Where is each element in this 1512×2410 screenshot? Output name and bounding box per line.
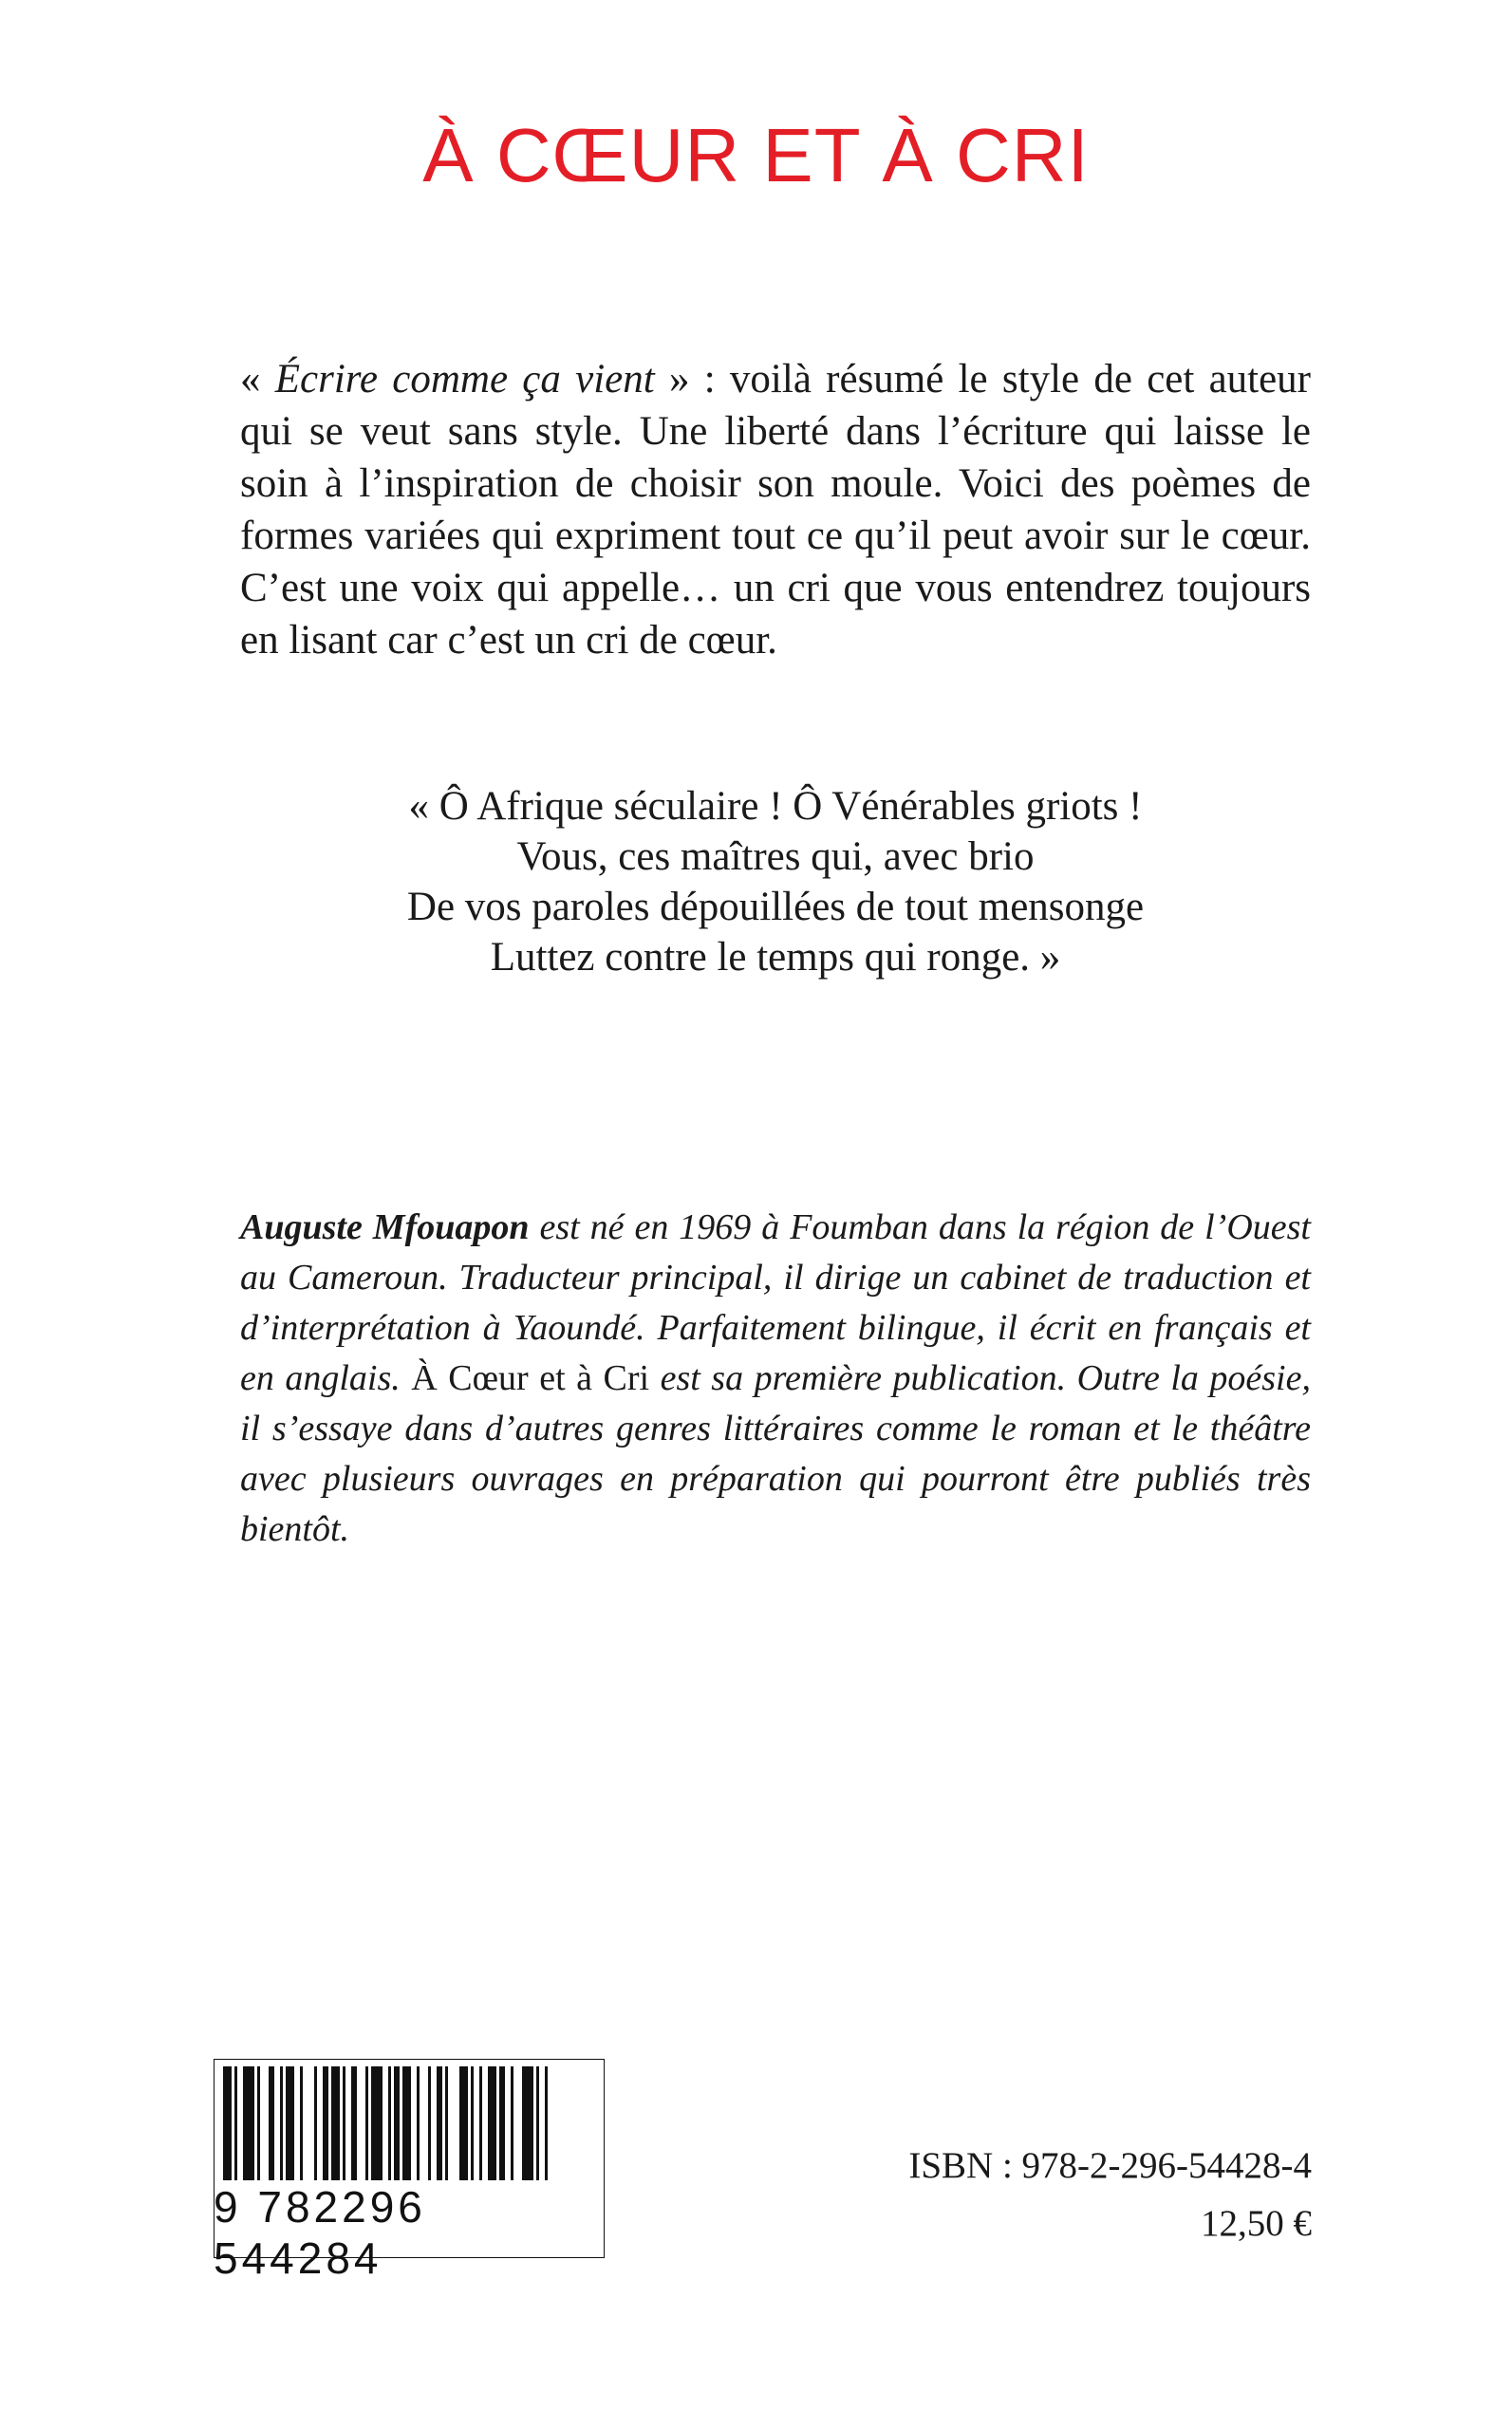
poem-line: Vous, ces maîtres qui, avec brio (516, 834, 1035, 879)
blurb-open-quote: « (240, 357, 275, 402)
blurb-lead-quote: Écrire comme ça vient (274, 357, 655, 402)
isbn: ISBN : 978-2-296-54428-4 (908, 2145, 1312, 2186)
poem-line: « Ô Afrique séculaire ! Ô Vénérables griots ! (408, 784, 1143, 829)
author-bio (240, 1203, 1311, 1555)
back-cover-blurb (240, 353, 1311, 666)
poem-excerpt (240, 781, 1311, 982)
poem-line: Luttez contre le temps qui ronge. » (490, 935, 1061, 980)
blurb-text: » : voilà résumé le style de cet auteur qui se veut sans style. Une liberté dans l’écriture qui laisse le soin à l’inspiration de choisir son moule. Voici des poèmes de formes variées qui expriment tout ce qu’il peut avoir sur le cœur. C’est une voix qui appelle… un cri que vous entendrez toujours en lisant car c’est un cri de cœur. (240, 357, 1312, 663)
author-name: Auguste Mfouapon (240, 1207, 530, 1247)
price: 12,50 € (1201, 2203, 1312, 2244)
barcode-digits: 9 782296 544284 (214, 2182, 426, 2283)
book-title: À CŒUR ET À CRI (422, 113, 1090, 197)
bio-book-title: À Cœur et à Cri (411, 1358, 650, 1398)
bio-text-2: est sa première publication. Outre la poésie, il s’essaye dans d’autres genres littéraires comme le roman et le théâtre avec plusieurs ouvrages en préparation qui pourront être publiés très bientôt. (240, 1358, 1311, 1549)
poem-line: De vos paroles dépouillées de tout mensonge (406, 885, 1145, 929)
bio-text-1: est né en 1969 à Foumban dans la région de l’Ouest au Cameroun. Traducteur principal, il dirige un cabinet de traduction et d’interprétation à Yaoundé. Parfaitement bilingue, il écrit en français et en anglais. (240, 1207, 1311, 1398)
